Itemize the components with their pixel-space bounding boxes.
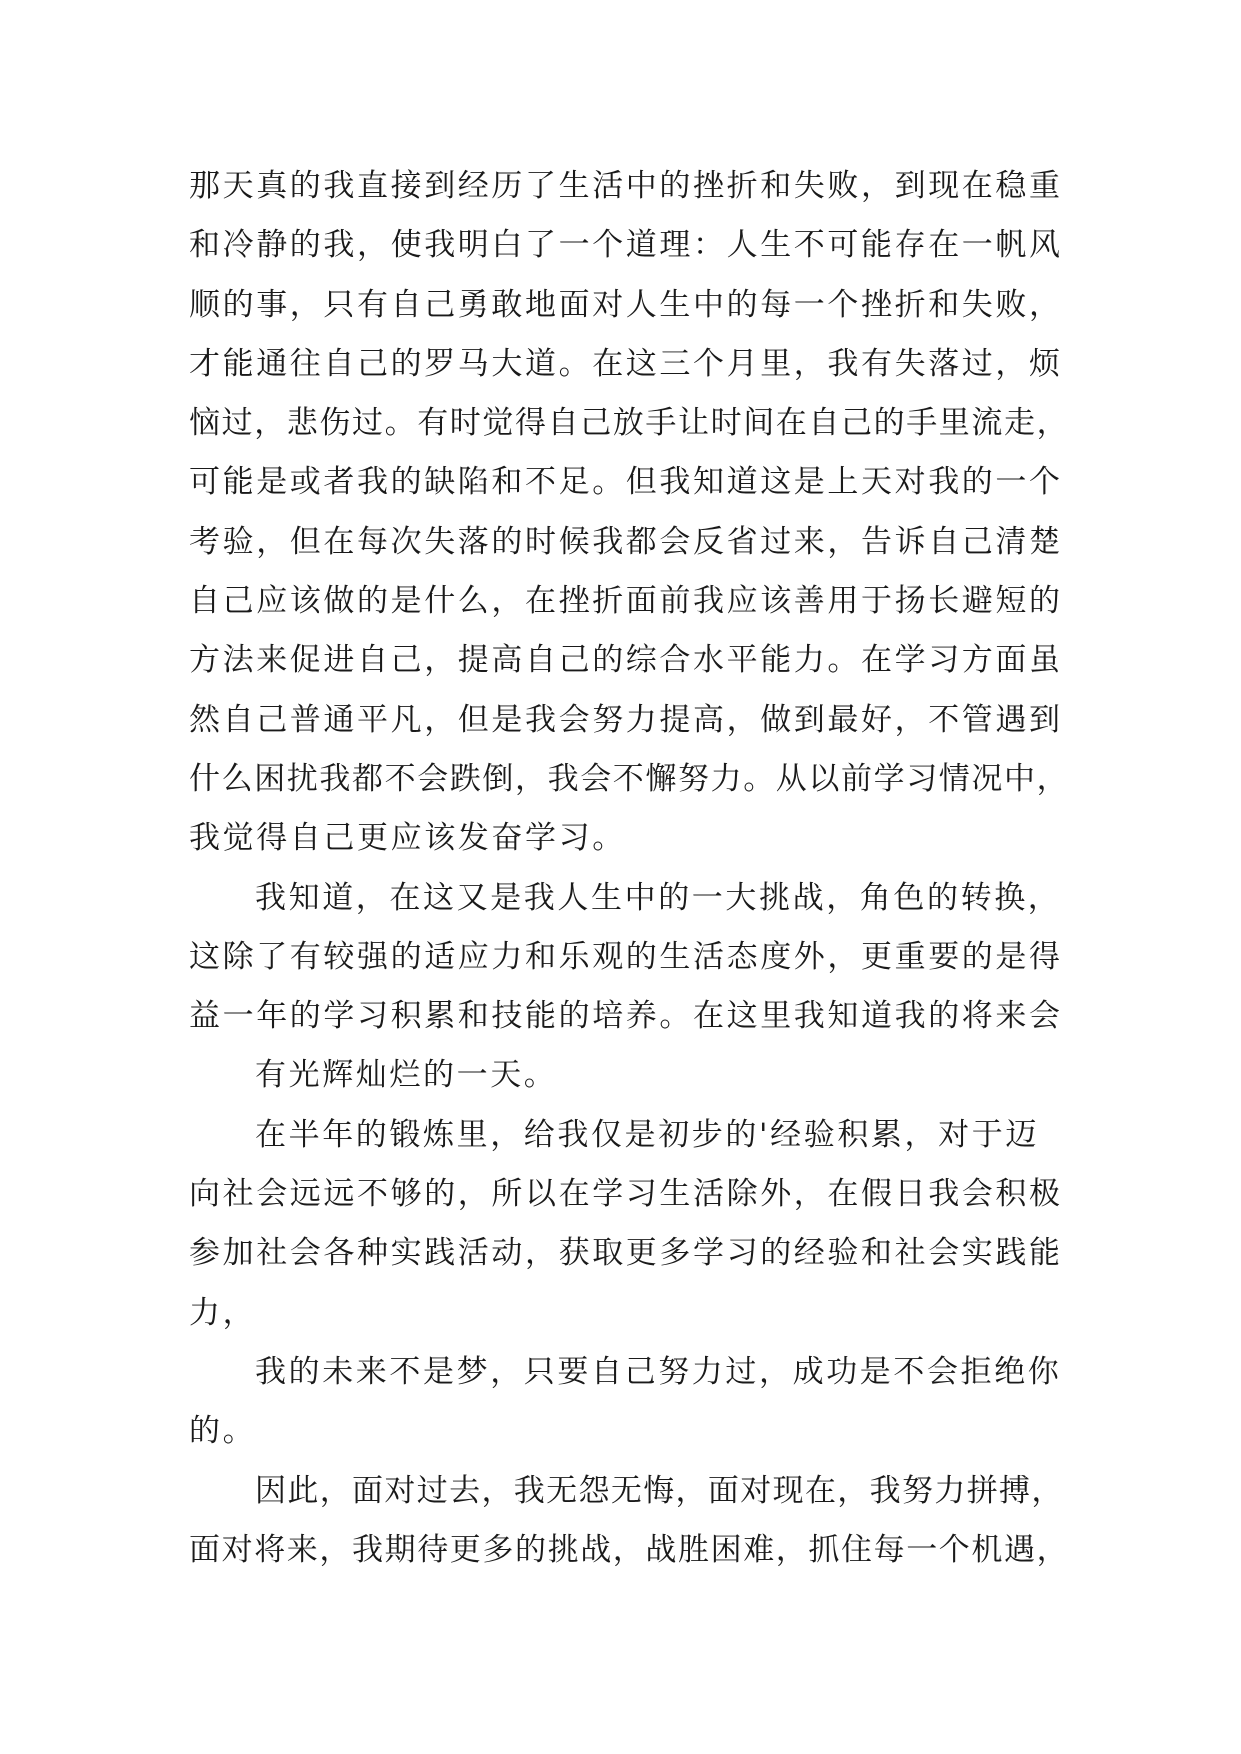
- text-line: 自己应该做的是什么，在挫折面前我应该善用于扬长避短的: [189, 583, 1063, 620]
- text-line: 可能是或者我的缺陷和不足。但我知道这是上天对我的一个: [189, 464, 1063, 501]
- text-line: 方法来促进自己，提高自己的综合水平能力。在学习方面虽: [189, 642, 1063, 679]
- text-line: 什么困扰我都不会跌倒，我会不懈努力。从以前学习情况中，: [189, 760, 1070, 797]
- text-line: 因此，面对过去，我无怨无悔，面对现在，我努力拼搏，: [255, 1472, 1064, 1509]
- text-line: 参加社会各种实践活动，获取更多学习的经验和社会实践能: [189, 1235, 1063, 1272]
- text-line: 的。: [189, 1413, 257, 1450]
- body-text: [189, 157, 1069, 1580]
- text-line: 我觉得自己更应该发奋学习。: [189, 820, 626, 857]
- text-line: 那天真的我直接到经历了生活中的挫折和失败，到现在稳重: [189, 168, 1063, 204]
- text-line: 在半年的锻炼里，给我仅是初步的'经验积累，对于迈: [255, 1116, 1039, 1153]
- text-line: 面对将来，我期待更多的挑战，战胜困难，抓住每一个机遇，: [189, 1531, 1070, 1568]
- text-line: 恼过，悲伤过。有时觉得自己放手让时间在自己的手里流走，: [189, 405, 1070, 442]
- text-line: 考验，但在每次失落的时候我都会反省过来，告诉自己清楚: [189, 523, 1063, 560]
- text-line: 我知道，在这又是我人生中的一大挑战，角色的转换，: [255, 879, 1062, 916]
- text-line: 和冷静的我，使我明白了一个道理：人生不可能存在一帆风: [189, 227, 1063, 264]
- text-line: 顺的事，只有自己勇敢地面对人生中的每一个挫折和失败，: [189, 286, 1063, 323]
- text-line: 这除了有较强的适应力和乐观的生活态度外，更重要的是得: [189, 938, 1063, 975]
- text-line: 力，: [189, 1294, 257, 1331]
- text-line: 向社会远远不够的，所以在学习生活除外，在假日我会积极: [189, 1176, 1063, 1213]
- text-line: 益一年的学习积累和技能的培养。在这里我知道我的将来会: [189, 998, 1063, 1035]
- text-line: 然自己普通平凡，但是我会努力提高，做到最好，不管遇到: [189, 701, 1063, 738]
- text-line: 才能通往自己的罗马大道。在这三个月里，我有失落过，烦: [189, 345, 1063, 382]
- text-line: 有光辉灿烂的一天。: [255, 1057, 558, 1094]
- text-line: 我的未来不是梦，只要自己努力过，成功是不会拒绝你: [255, 1353, 1062, 1390]
